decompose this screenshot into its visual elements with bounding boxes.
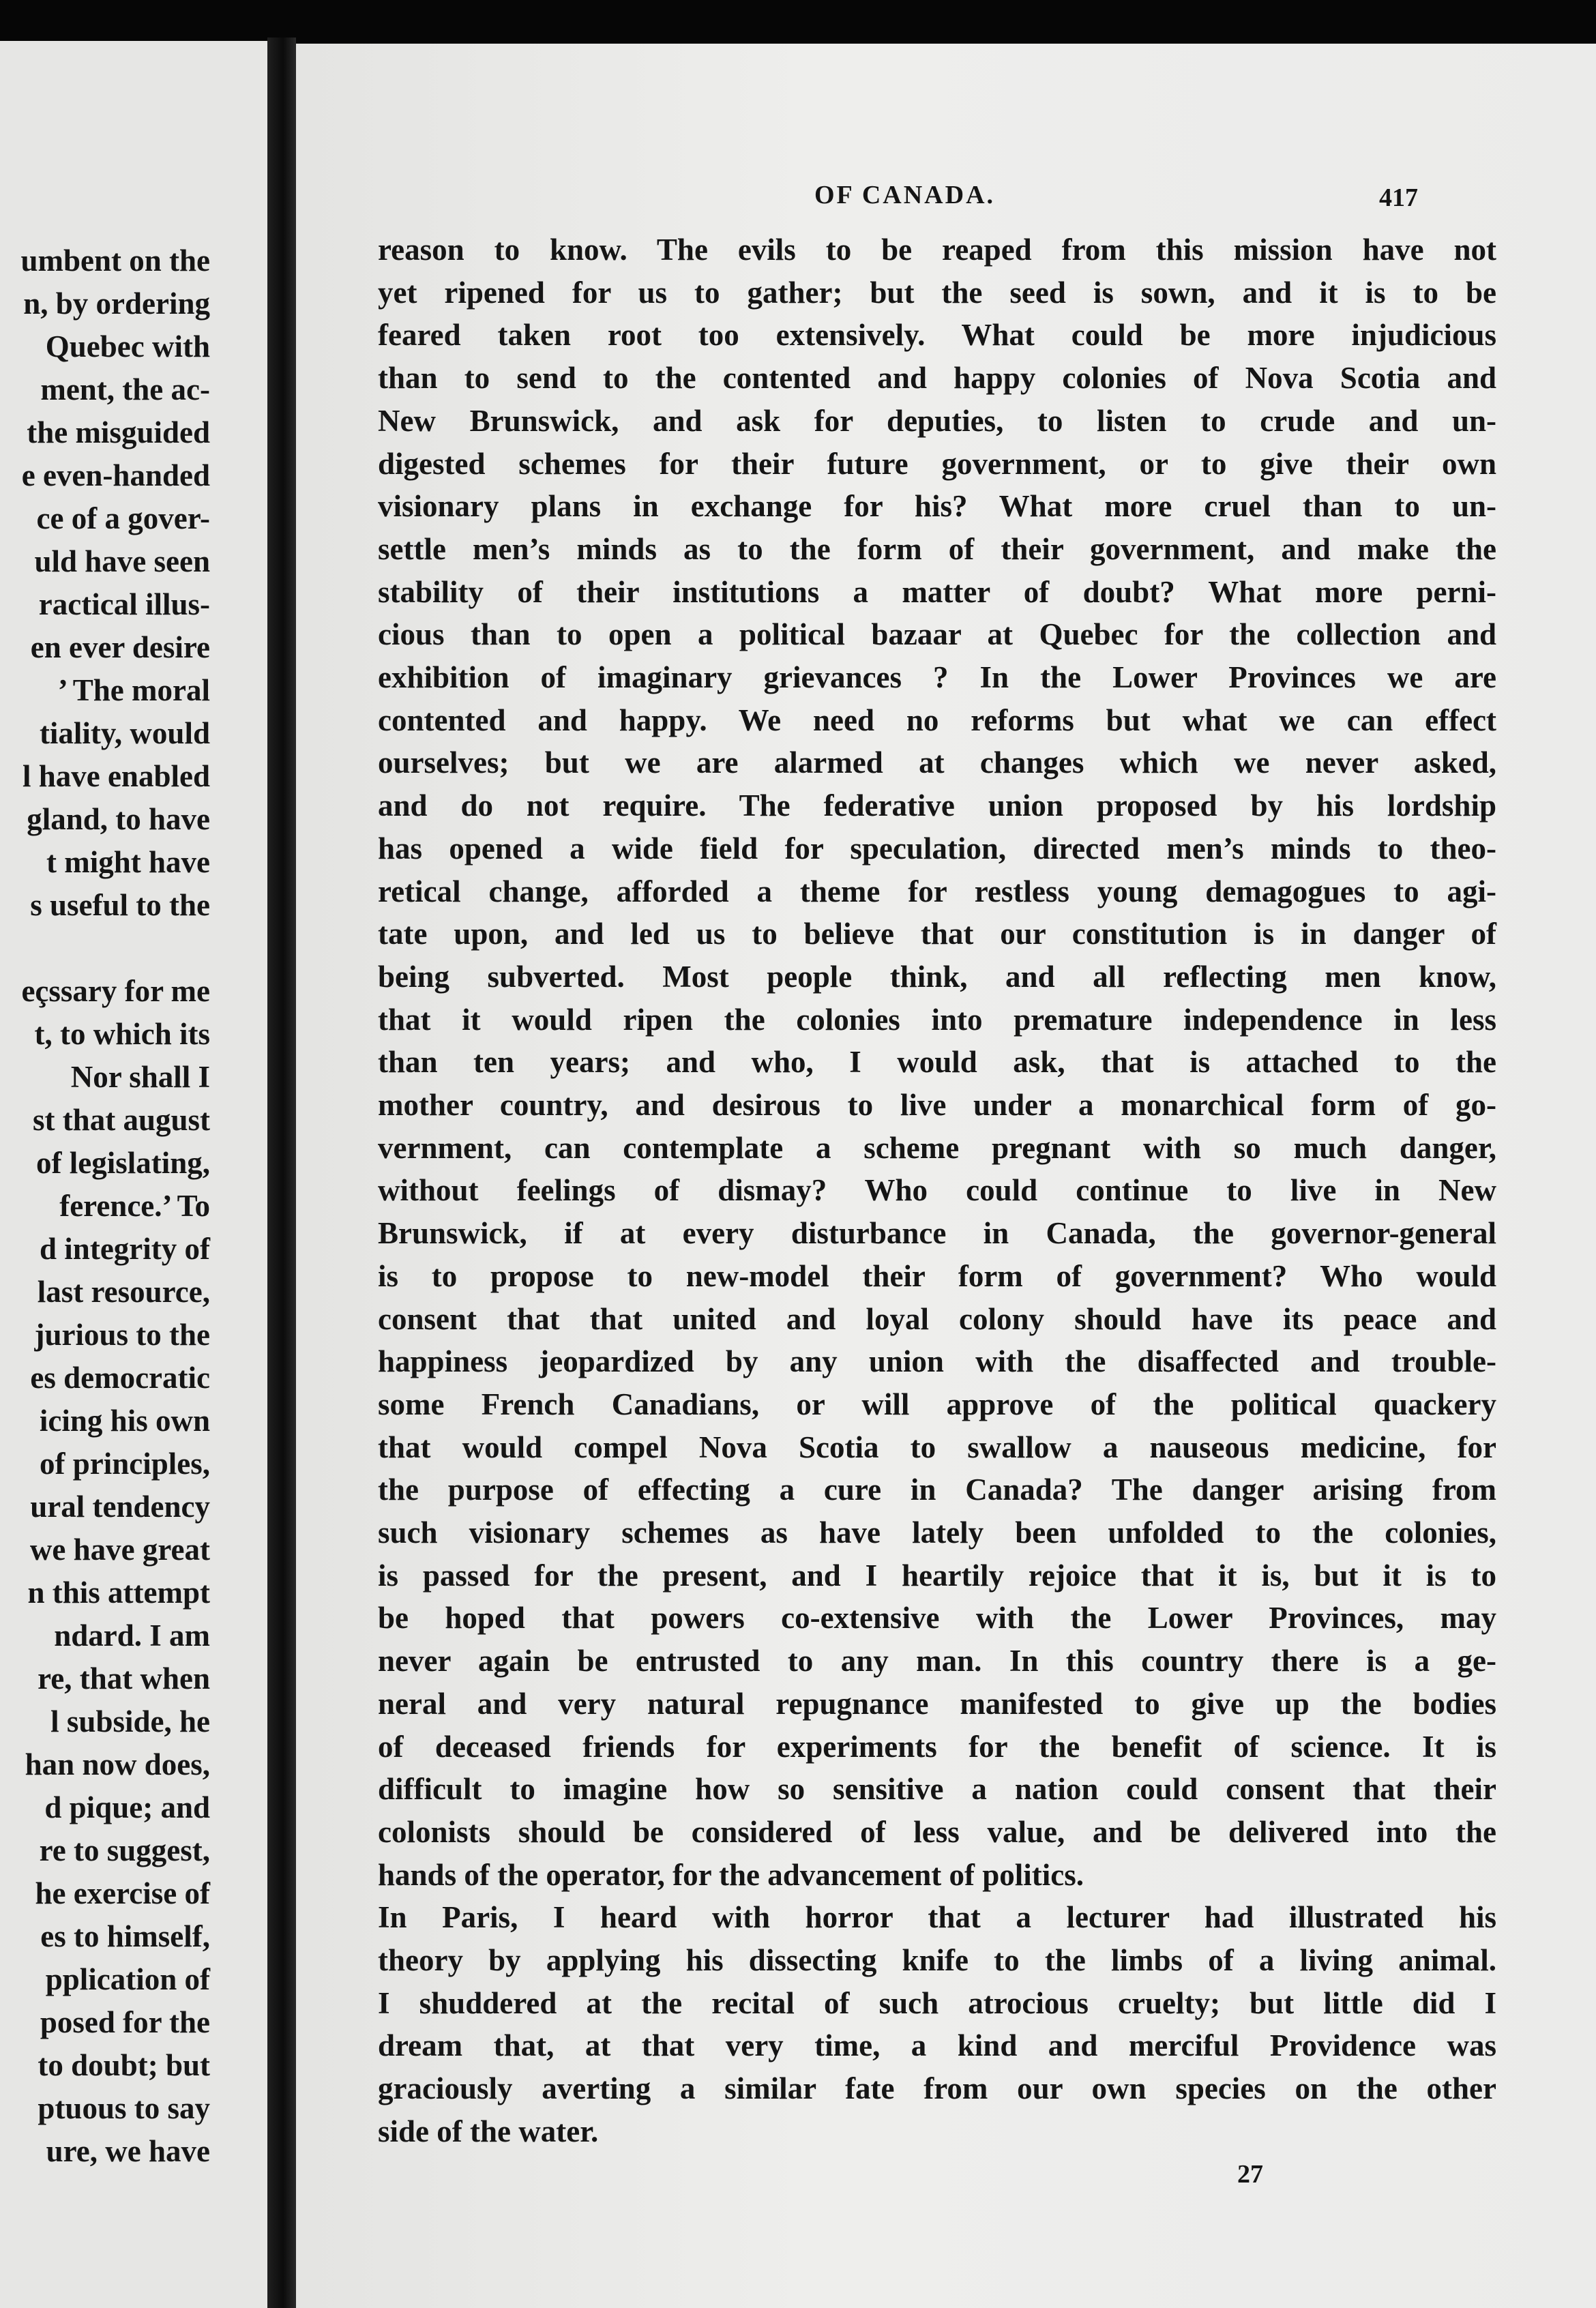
body-text-line: In Paris, I heard with horror that a lecturer had illustrated his <box>378 1900 1496 1934</box>
left-text-line: Quebec with <box>45 329 210 364</box>
body-text-line: than ten years; and who, I would ask, that is attached to the <box>378 1045 1496 1079</box>
body-text-line: New Brunswick, and ask for deputies, to listen to crude and un- <box>378 404 1496 438</box>
body-text-line: vernment, can contemplate a scheme pregnant with so much danger, <box>378 1131 1496 1165</box>
left-text-line: d integrity of <box>40 1232 210 1266</box>
left-text-line: Nor shall I <box>70 1060 210 1094</box>
running-head: OF CANADA. <box>814 181 996 209</box>
body-text-line: being subverted. Most people think, and all reflecting men know, <box>378 960 1496 994</box>
body-text-line: has opened a wide field for speculation, directed men’s minds to theo- <box>378 831 1496 866</box>
left-text-line: han now does, <box>25 1747 210 1781</box>
right-page <box>296 44 1596 2308</box>
signature-mark: 27 <box>1237 2160 1263 2189</box>
left-text-line: es democratic <box>30 1361 210 1395</box>
left-text-line: l have enabled <box>22 759 210 793</box>
body-text-line: ourselves; but we are alarmed at changes which we never asked, <box>378 745 1496 780</box>
left-text-line: ’ The moral <box>57 673 210 707</box>
body-text-line: without feelings of dismay? Who could continue to live in New <box>378 1173 1496 1207</box>
left-text-line: re, that when <box>38 1661 210 1696</box>
body-text-line: the purpose of effecting a cure in Canada? The danger arising from <box>378 1473 1496 1507</box>
body-text-line: such visionary schemes as have lately been unfolded to the colonies, <box>378 1515 1496 1550</box>
body-text-line: reason to know. The evils to be reaped from this mission have not <box>378 233 1496 267</box>
left-text-line: gland, to have <box>27 802 210 836</box>
left-text-line: the misguided <box>27 415 210 449</box>
body-text-line: happiness jeopardized by any union with the disaffected and trouble- <box>378 1344 1496 1378</box>
left-text-line: n this attempt <box>27 1575 210 1610</box>
left-text-line: st that august <box>32 1103 210 1137</box>
body-text-line: and do not require. The federative union proposed by his lordship <box>378 788 1496 823</box>
left-text-line: ment, the ac- <box>40 372 210 406</box>
left-text-line: ndard. I am <box>54 1618 210 1653</box>
body-text-line: I shuddered at the recital of such atrocious cruelty; but little did I <box>378 1986 1496 2020</box>
body-text-line: stability of their institutions a matter of doubt? What more perni- <box>378 575 1496 609</box>
left-text-line: t might have <box>46 845 210 879</box>
left-text-line: we have great <box>29 1533 210 1567</box>
body-text-line: digested schemes for their future government, or to give their own <box>378 447 1496 481</box>
body-text-line: cious than to open a political bazaar at Quebec for the collection and <box>378 617 1496 651</box>
left-text-line: ce of a gover- <box>36 501 210 535</box>
body-text-line: never again be entrusted to any man. In this country there is a ge- <box>378 1644 1496 1678</box>
body-text-line: that would compel Nova Scotia to swallow a nauseous medicine, for <box>378 1430 1496 1464</box>
left-text-line: es to himself, <box>40 1919 210 1953</box>
body-text-line: dream that, at that very time, a kind and merciful Providence was <box>378 2028 1496 2062</box>
left-text-line: l subside, he <box>50 1704 210 1739</box>
left-text-line: of principles, <box>39 1447 210 1481</box>
body-text-line: difficult to imagine how so sensitive a nation could consent that their <box>378 1772 1496 1806</box>
left-text-line: ural tendency <box>30 1490 210 1524</box>
left-text-line: posed for the <box>40 2005 210 2039</box>
left-text-line: he exercise of <box>35 1876 210 1910</box>
body-text-line: colonists should be considered of less value, and be delivered into the <box>378 1815 1496 1849</box>
body-text-line: theory by applying his dissecting knife to the limbs of a living animal. <box>378 1943 1496 1977</box>
body-text-line: Brunswick, if at every disturbance in Canada, the governor-general <box>378 1216 1496 1250</box>
body-text-line: neral and very natural repugnance manifested to give up the bodies <box>378 1687 1496 1721</box>
body-text-line: graciously averting a similar fate from our own species on the other <box>378 2071 1496 2105</box>
left-text-line: s useful to the <box>30 888 210 922</box>
left-text-line: ptuous to say <box>38 2091 210 2125</box>
body-text-line: consent that that united and loyal colony should have its peace and <box>378 1302 1496 1336</box>
left-text-line: eçssary for me <box>21 974 210 1008</box>
left-text-line: ractical illus- <box>38 587 210 621</box>
left-text-line: jurious to the <box>34 1318 210 1352</box>
page-number: 417 <box>1379 183 1418 212</box>
body-text-line: feared taken root too extensively. What could be more injudicious <box>378 318 1496 352</box>
body-text-line: settle men’s minds as to the form of their government, and make the <box>378 532 1496 566</box>
left-text-line: uld have seen <box>34 544 210 578</box>
body-text-line: visionary plans in exchange for his? What more cruel than to un- <box>378 489 1496 523</box>
body-text-line: contented and happy. We need no reforms but what we can effect <box>378 703 1496 737</box>
body-text-line: of deceased friends for experiments for the benefit of science. It is <box>378 1730 1496 1764</box>
left-text-line: re to suggest, <box>39 1833 210 1867</box>
left-text-line: d pique; and <box>44 1790 210 1824</box>
body-text-line: exhibition of imaginary grievances ? In the Lower Provinces we are <box>378 660 1496 694</box>
left-text-line: ure, we have <box>46 2134 210 2168</box>
body-text-line: hands of the operator, for the advancement of politics. <box>378 1858 1084 1892</box>
left-text-line: ference.’ To <box>59 1189 210 1223</box>
body-text-line: is passed for the present, and I heartily rejoice that it is, but it is to <box>378 1558 1496 1593</box>
left-text-line: last resource, <box>37 1275 210 1309</box>
body-text-line: yet ripened for us to gather; but the seed is sown, and it is to be <box>378 276 1496 310</box>
body-text-line: is to propose to new-model their form of government? Who would <box>378 1259 1496 1293</box>
left-text-line: pplication of <box>45 1962 210 1996</box>
body-text-line: tate upon, and led us to believe that our constitution is in danger of <box>378 917 1496 951</box>
left-text-line: tiality, would <box>39 716 210 750</box>
body-text-line: mother country, and desirous to live under a monarchical form of go- <box>378 1088 1496 1122</box>
left-text-line: of legislating, <box>36 1146 210 1180</box>
left-text-line: t, to which its <box>34 1017 210 1051</box>
left-page-fragment <box>0 41 267 2308</box>
left-text-line: icing his own <box>39 1404 210 1438</box>
body-text-line: retical change, afforded a theme for restless young demagogues to agi- <box>378 874 1496 908</box>
left-text-line: en ever desire <box>30 630 210 664</box>
body-text-line: than to send to the contented and happy colonies of Nova Scotia and <box>378 361 1496 395</box>
body-text-line: some French Canadians, or will approve of the political quackery <box>378 1387 1496 1421</box>
body-text <box>296 44 1596 2308</box>
body-text-line: be hoped that powers co-extensive with the Lower Provinces, may <box>378 1601 1496 1635</box>
left-text-line: e even-handed <box>21 458 210 492</box>
left-text-line: to doubt; but <box>38 2048 210 2082</box>
body-text-line: that it would ripen the colonies into premature independence in less <box>378 1003 1496 1037</box>
body-text-line: side of the water. <box>378 2114 599 2148</box>
left-text-line: umbent on the <box>20 243 210 278</box>
book-gutter <box>267 38 296 2308</box>
left-text-line: n, by ordering <box>23 286 210 321</box>
